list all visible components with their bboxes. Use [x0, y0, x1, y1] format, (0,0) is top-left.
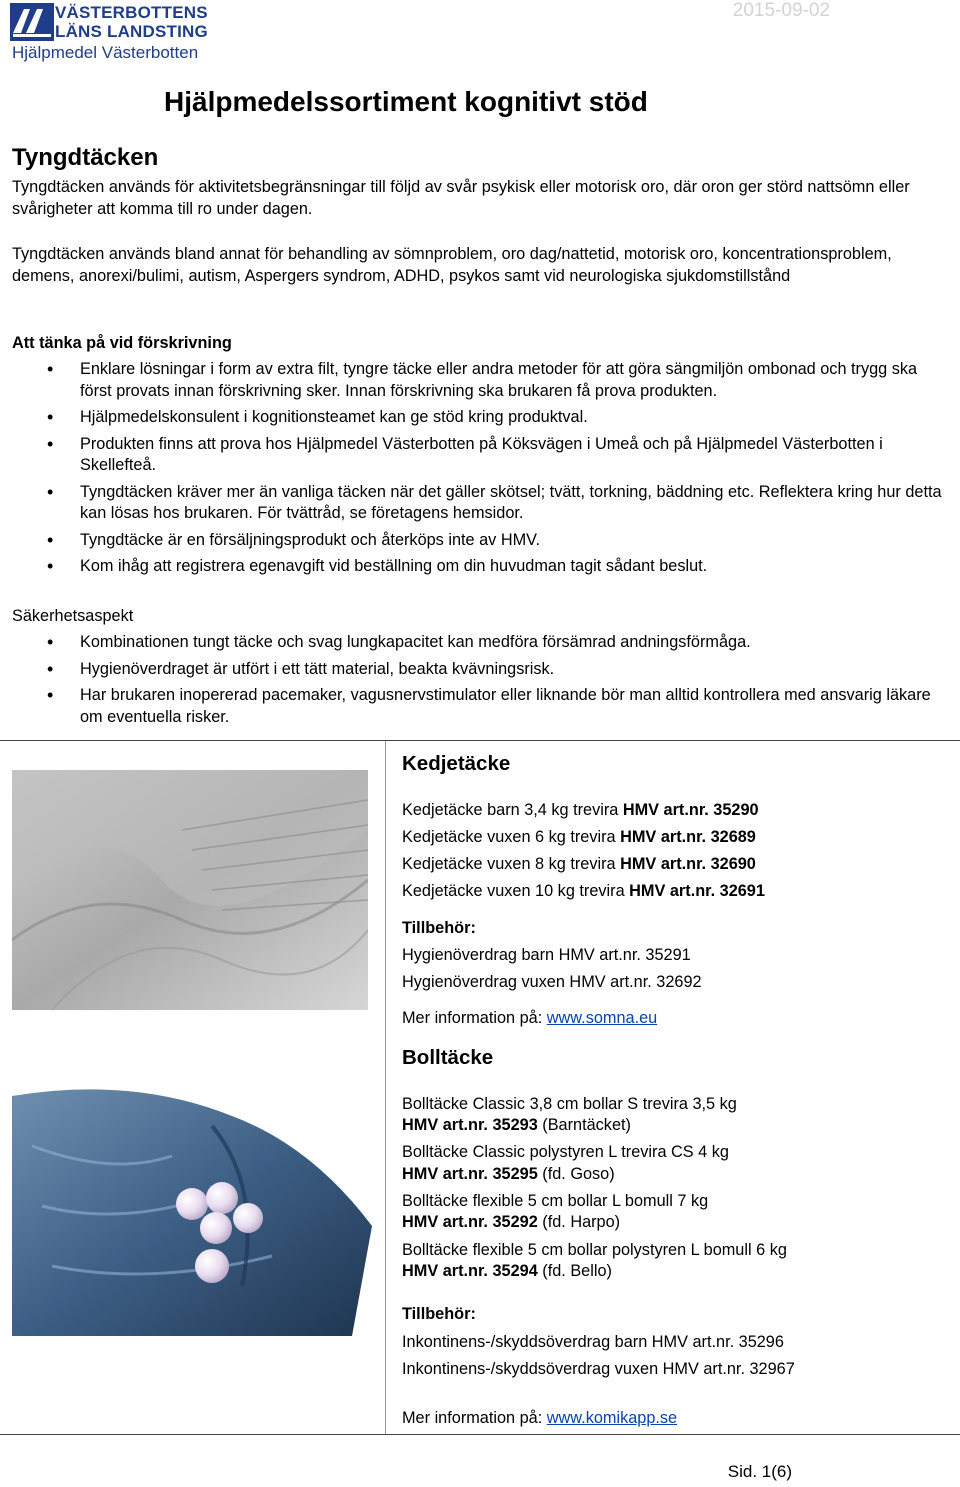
komikapp-link[interactable]: www.komikapp.se [546, 1409, 678, 1427]
safety-list [12, 632, 947, 733]
kedjetacke-heading: Kedjetäcke [402, 752, 511, 775]
list-item: • Har brukaren inopererad pacemaker, vagusnervstimulator eller liknande bör man alltid kontrollera med ansvarig läkare om eventuella risker. [12, 685, 947, 728]
list-item: • Kom ihåg att registrera egenavgift vid beställning om din huvudman tagit sådant beslut. [12, 556, 947, 578]
intro-paragraph-1: Tyngdtäcken används för aktivitetsbegränsningar till följd av svår psykisk eller motorisk oro, där oron ger störd nattsömn eller svårigheter att komma till ro under dagen. [12, 178, 910, 218]
product-name: Bolltäcke flexible 5 cm bollar L bomull 7 kg [402, 1192, 709, 1210]
product-line [402, 853, 756, 875]
product-name: Kedjetäcke vuxen 8 kg trevira [402, 855, 621, 873]
list-item: • Produkten finns att prova hos Hjälpmedel Västerbotten på Köksvägen i Umeå och på Hjälpmedel Västerbotten i Skellefteå. [12, 434, 947, 477]
product-name: Kedjetäcke vuxen 6 kg trevira [402, 828, 621, 846]
product-line [402, 1163, 615, 1185]
article-number: HMV art.nr. 35290 [622, 801, 759, 819]
bolltacke-accessories-heading: Tillbehör: [402, 1305, 476, 1323]
page-title: Hjälpmedelssortiment kognitivt stöd [164, 86, 648, 117]
more-info-line [402, 1007, 657, 1029]
list-item: • Enklare lösningar i form av extra filt, tyngre täcke eller andra metoder för att göra sängmiljön ombonad och trygg ska först provats innan förskrivning sker. Innan förskrivning ska brukaren få prova produkten. [12, 359, 947, 402]
article-number: HMV art.nr. 35294 [402, 1262, 538, 1280]
organization-logo [10, 3, 220, 61]
product-name: Bolltäcke flexible 5 cm bollar polystyren L bomull 6 kg [402, 1241, 787, 1259]
list-item: • Tyngdtäcke är en försäljningsprodukt och återköps inte av HMV. [12, 530, 947, 552]
product-line [402, 1114, 631, 1136]
list-item: • Kombinationen tungt täcke och svag lungkapacitet kan medföra försämrad andningsförmåga. [12, 632, 947, 654]
accessory-line: Hygienöverdrag barn HMV art.nr. 35291 [402, 946, 691, 964]
org-name-line2: LÄNS LANDSTING [55, 22, 208, 41]
accessory-line: Inkontinens-/skyddsöverdrag vuxen HMV art.nr. 32967 [402, 1360, 795, 1378]
section-title: Tyngdtäcken [12, 144, 159, 171]
product-line [402, 799, 759, 821]
prescribing-list [12, 359, 947, 583]
product-name: Bolltäcke Classic 3,8 cm bollar S trevira 3,5 kg [402, 1095, 737, 1113]
org-subtitle: Hjälpmedel Västerbotten [12, 43, 199, 62]
table-bottom-rule [0, 1434, 960, 1435]
article-number: HMV art.nr. 35293 [402, 1116, 538, 1134]
product-line [402, 1211, 620, 1233]
prescribing-heading: Att tänka på vid förskrivning [12, 334, 232, 352]
product-line [402, 880, 765, 902]
page-number: Sid. 1(6) [727, 1462, 792, 1481]
table-column-divider [385, 741, 386, 1434]
kedjetacke-accessories-heading: Tillbehör: [402, 919, 476, 937]
more-info-label: Mer information på: [402, 1009, 547, 1027]
more-info-label: Mer information på: [402, 1409, 547, 1427]
product-note: (fd. Bello) [537, 1262, 612, 1280]
product-note: (fd. Goso) [537, 1165, 615, 1183]
accessory-line: Inkontinens-/skyddsöverdrag barn HMV art.nr. 35296 [402, 1333, 784, 1351]
list-item: • Hjälpmedelskonsulent i kognitionsteamet kan ge stöd kring produktval. [12, 407, 947, 429]
article-number: HMV art.nr. 35295 [402, 1165, 538, 1183]
article-number: HMV art.nr. 35292 [402, 1213, 538, 1231]
list-item: • Hygienöverdraget är utfört i ett tätt material, beakta kvävningsrisk. [12, 659, 947, 681]
article-number: HMV art.nr. 32691 [629, 882, 765, 900]
product-line [402, 826, 756, 848]
county-logo-icon [10, 3, 54, 41]
chain-blanket-photo [12, 770, 368, 1010]
list-item: • Tyngdtäcken kräver mer än vanliga täcken när det gäller skötsel; tvätt, torkning, bäddning etc. Reflektera kring hur detta kan lösas hos brukaren. För tvättråd, se företagens hemsidor. [12, 482, 947, 525]
product-note: (fd. Harpo) [537, 1213, 621, 1231]
bolltacke-heading: Bolltäcke [402, 1046, 494, 1069]
accessory-line: Hygienöverdrag vuxen HMV art.nr. 32692 [402, 973, 702, 991]
article-number: HMV art.nr. 32689 [620, 828, 756, 846]
product-name: Kedjetäcke barn 3,4 kg trevira [402, 801, 623, 819]
more-info-line [402, 1407, 677, 1429]
article-number: HMV art.nr. 32690 [620, 855, 756, 873]
product-line [402, 1260, 612, 1282]
document-date: 2015-09-02 [732, 0, 830, 21]
product-note: (Barntäcket) [537, 1116, 631, 1134]
org-name-line1: VÄSTERBOTTENS [55, 3, 208, 22]
product-name: Bolltäcke Classic polystyren L trevira CS 4 kg [402, 1143, 729, 1161]
ball-blanket-photo [12, 1086, 372, 1336]
table-top-rule [0, 740, 960, 741]
somna-link[interactable]: www.somna.eu [546, 1009, 658, 1027]
intro-paragraph-2: Tyngdtäcken används bland annat för behandling av sömnproblem, oro dag/nattetid, motorisk oro, koncentrationsproblem, demens, anorexi/bulimi, autism, Aspergers syndrom, ADHD, psykos samt vid neurologiska sjukdomstillstånd [12, 245, 892, 285]
product-name: Kedjetäcke vuxen 10 kg trevira [402, 882, 630, 900]
safety-heading: Säkerhetsaspekt [12, 607, 134, 625]
